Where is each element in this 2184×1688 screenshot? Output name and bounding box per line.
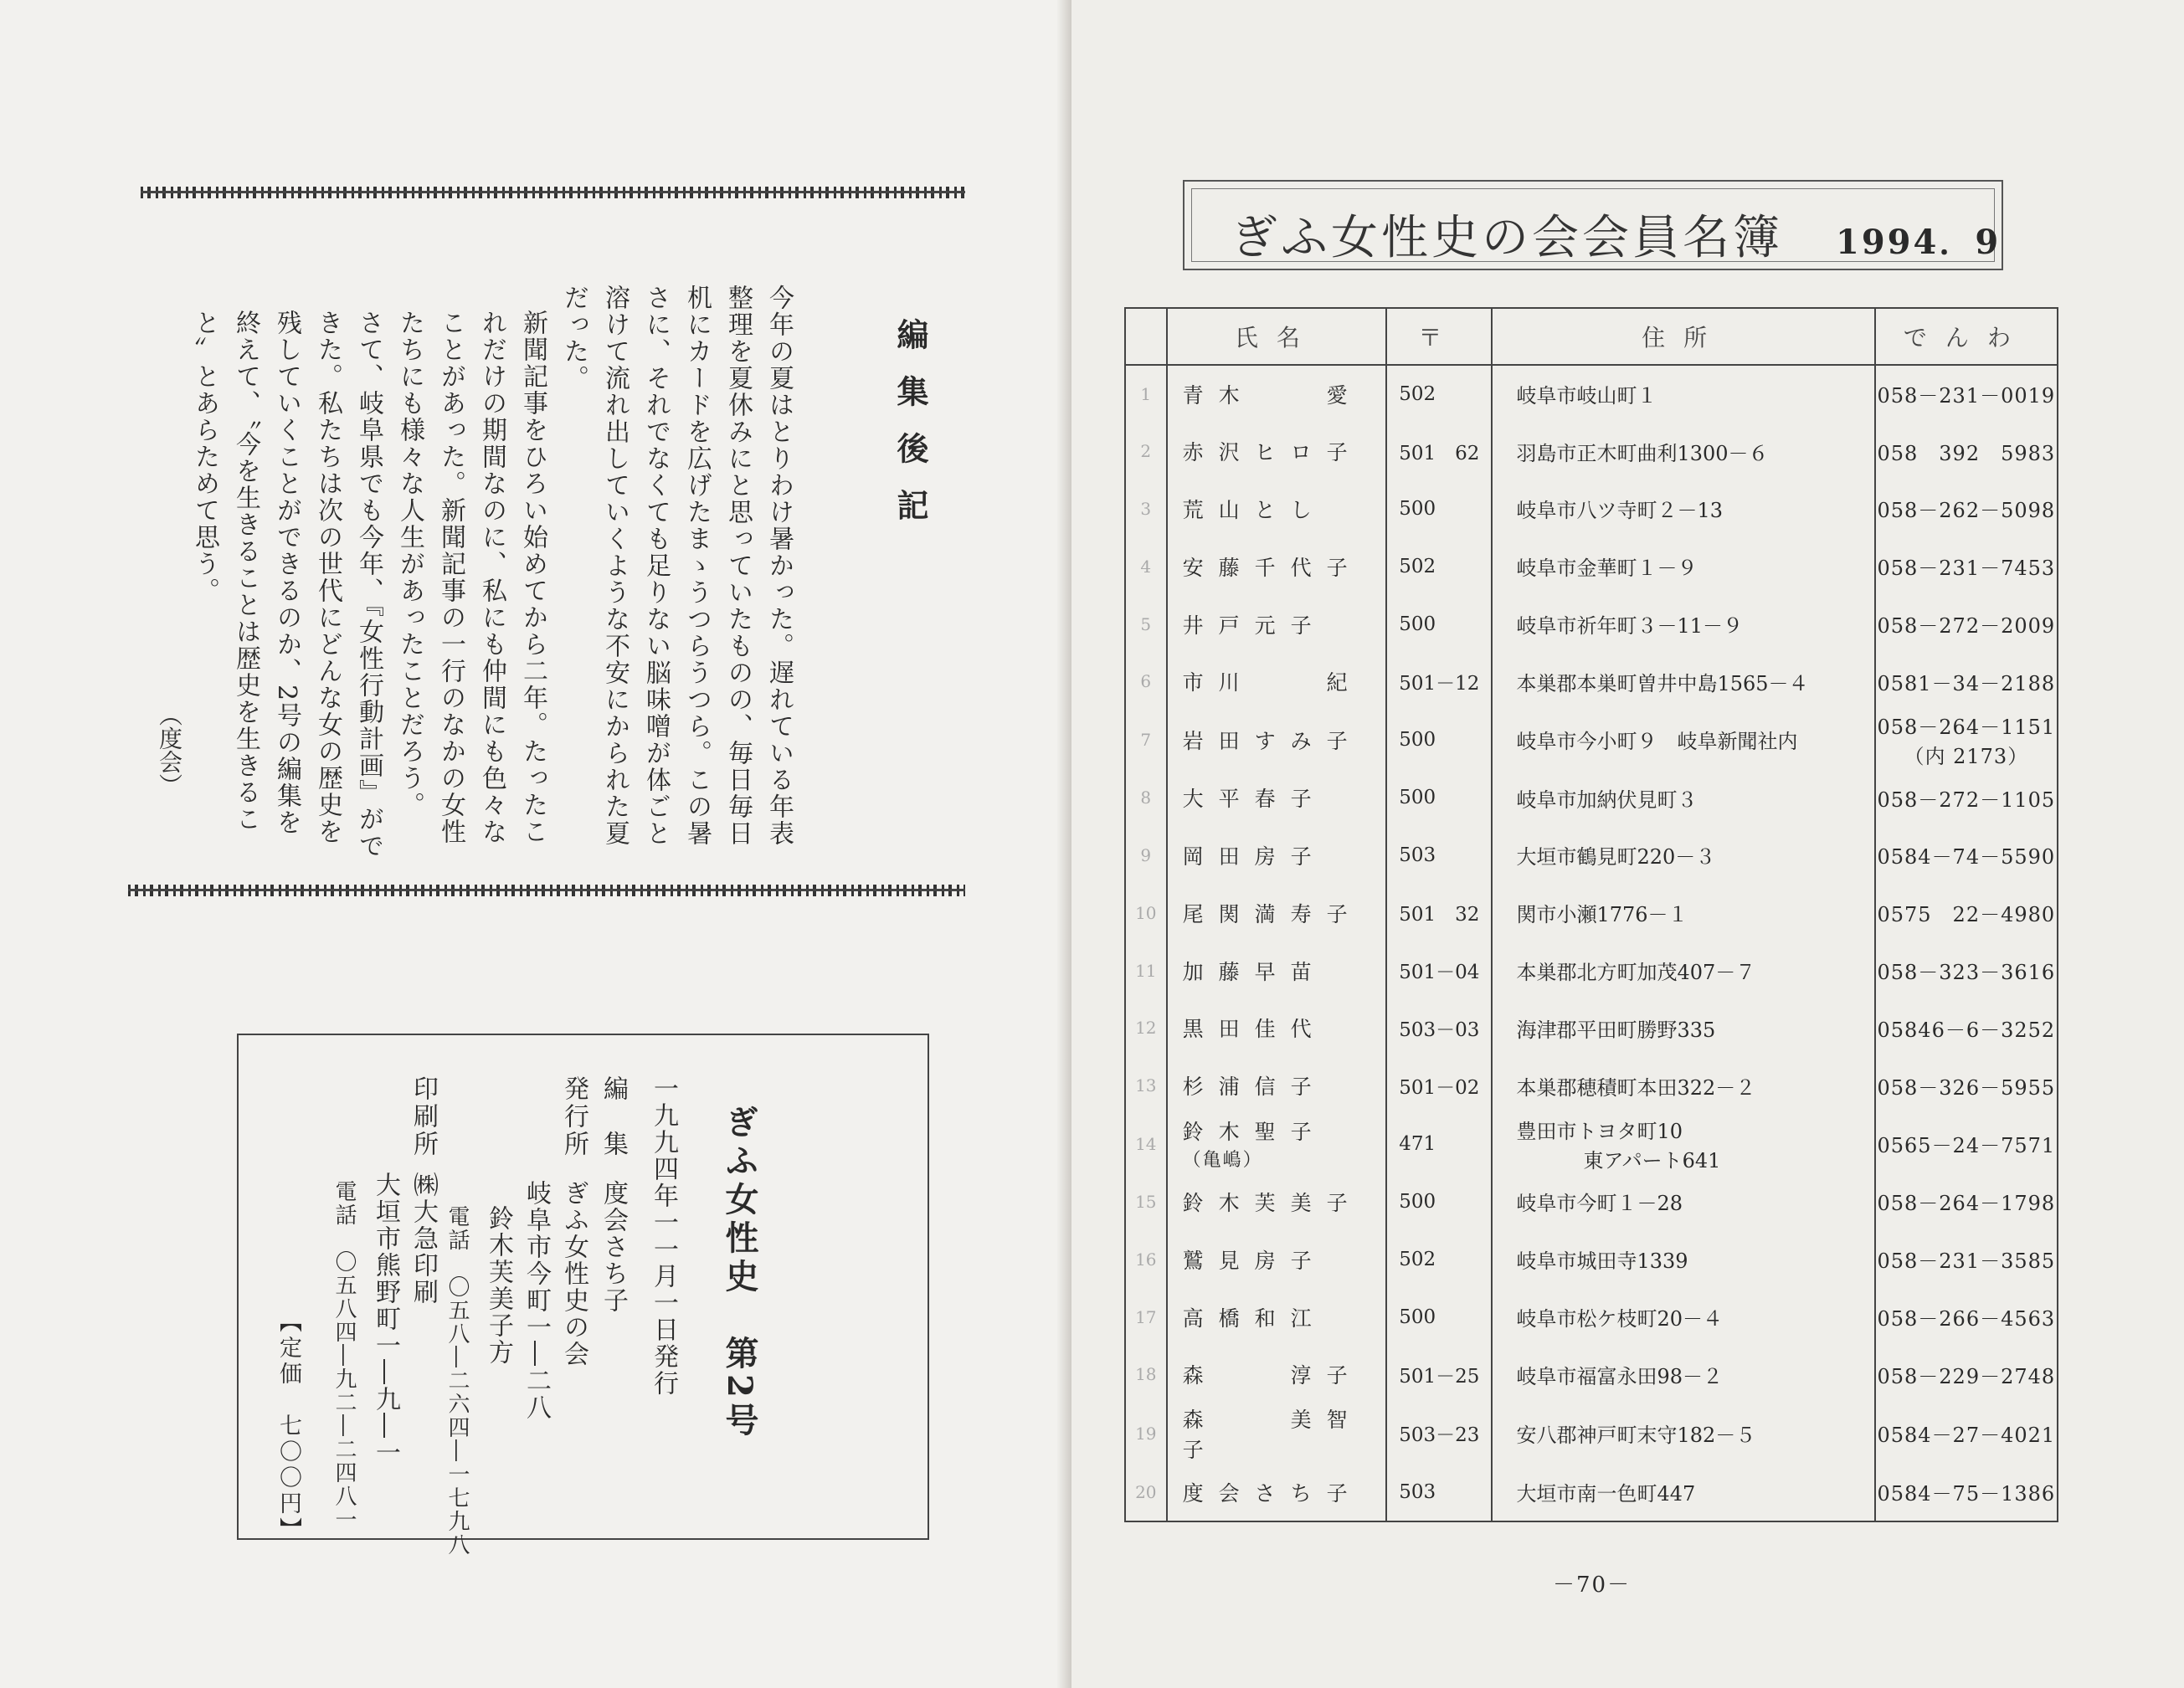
member-address bbox=[1492, 827, 1874, 885]
table-row bbox=[1125, 653, 2058, 711]
member-tel bbox=[1875, 1288, 2058, 1346]
afterword-paragraph-2: 新聞記事をひろい始めてから二年。たったこれだけの期間なのに、私にも仲間にも色々なことがあった。新聞記事の一行のなかの女性たちにも様々な人生があったことだろう。 bbox=[395, 310, 547, 845]
member-name bbox=[1167, 1403, 1387, 1464]
header-zip: 〒 bbox=[1386, 308, 1492, 365]
printer-name: ㈱大急印刷 bbox=[409, 1172, 438, 1306]
member-name-text: 赤沢ヒロ子 bbox=[1182, 440, 1363, 465]
member-tel-text: 05846－6－3252 bbox=[1877, 1018, 2056, 1042]
member-tel-text: 058－229－2748 bbox=[1877, 1364, 2056, 1388]
member-address bbox=[1492, 1288, 1874, 1346]
member-zip-text: 500 bbox=[1399, 787, 1436, 809]
member-zip bbox=[1386, 480, 1492, 538]
member-rows bbox=[1125, 365, 2058, 1521]
member-list-title: ぎふ女性史の会会員名簿 bbox=[1231, 211, 1783, 265]
member-name bbox=[1167, 1346, 1387, 1403]
member-zip bbox=[1386, 365, 1492, 423]
table-row bbox=[1125, 1230, 2058, 1288]
bottom-ornament-divider bbox=[128, 885, 965, 896]
row-number-text: 2 bbox=[1140, 441, 1152, 462]
row-number bbox=[1125, 1346, 1167, 1403]
member-zip-text: 502 bbox=[1399, 382, 1436, 405]
member-zip-text: 471 bbox=[1399, 1132, 1436, 1155]
member-tel-text: 0584－75－1386 bbox=[1877, 1482, 2056, 1506]
member-tel-text: 058－326－5955 bbox=[1877, 1075, 2056, 1100]
publisher-label: 発行所 bbox=[559, 1075, 588, 1158]
member-zip-text: 502 bbox=[1399, 1248, 1436, 1270]
member-name bbox=[1167, 1057, 1387, 1115]
member-name-text: 加藤早苗 bbox=[1182, 959, 1327, 984]
member-zip-text: 501－25 bbox=[1399, 1365, 1480, 1388]
member-tel bbox=[1875, 711, 2058, 769]
member-name bbox=[1167, 884, 1387, 941]
member-address-text: 岐阜市岐山町１ bbox=[1516, 384, 1657, 408]
member-name-text: 鈴木芙美子 bbox=[1182, 1190, 1363, 1215]
member-address-text: 岐阜市祈年町３－11－９ bbox=[1516, 614, 1744, 639]
member-zip-text: 503 bbox=[1399, 844, 1436, 866]
member-tel bbox=[1875, 1173, 2058, 1231]
afterword-body bbox=[184, 285, 799, 862]
table-row bbox=[1125, 1403, 2058, 1464]
table-row bbox=[1125, 365, 2058, 423]
table-row bbox=[1125, 769, 2058, 827]
member-tel bbox=[1875, 1403, 2058, 1464]
member-tel-text: 058 392 5983 bbox=[1877, 441, 2056, 465]
row-number bbox=[1125, 711, 1167, 769]
member-list-date: 1994．9 bbox=[1836, 223, 2002, 262]
member-zip-text: 503 bbox=[1399, 1480, 1436, 1503]
member-tel bbox=[1875, 653, 2058, 711]
table-row bbox=[1125, 1288, 2058, 1346]
member-name-text: 尾関満寿子 bbox=[1182, 901, 1363, 926]
member-name bbox=[1167, 423, 1387, 480]
member-tel bbox=[1875, 537, 2058, 595]
row-number bbox=[1125, 423, 1167, 480]
table-row bbox=[1125, 1173, 2058, 1231]
colophon-title: ぎふ女性史 第2号 bbox=[720, 1105, 759, 1441]
row-number-text: 10 bbox=[1135, 902, 1157, 923]
member-address-text: 本巣郡穂積町本田322－２ bbox=[1516, 1075, 1756, 1100]
member-name bbox=[1167, 365, 1387, 423]
member-zip-text: 501－02 bbox=[1399, 1076, 1480, 1099]
member-tel-text: 058－231－7453 bbox=[1877, 557, 2056, 581]
row-number bbox=[1125, 1057, 1167, 1115]
row-number-text: 9 bbox=[1140, 844, 1152, 865]
afterword-paragraph-1: 今年の夏はとりわけ暑かった。遅れている年表整理を夏休みにと思っていたものの、毎日毎日机にカードを広げたまゝうつらうつら。この暑さに、それでなくても足りない脳味噌が体ごと溶けて流れ出していくような不安にかられた夏だった。 bbox=[559, 285, 794, 847]
table-row bbox=[1125, 480, 2058, 538]
table-header-row bbox=[1125, 308, 2058, 365]
member-name-text: 青木 愛 bbox=[1182, 382, 1363, 408]
top-ornament-divider bbox=[141, 187, 965, 198]
table-row bbox=[1125, 884, 2058, 941]
table-row bbox=[1125, 423, 2058, 480]
member-name-text: 黒田佳代 bbox=[1182, 1017, 1327, 1042]
member-zip bbox=[1386, 1057, 1492, 1115]
member-zip-text: 500 bbox=[1399, 613, 1436, 635]
member-zip bbox=[1386, 537, 1492, 595]
member-address bbox=[1492, 1115, 1874, 1173]
row-number bbox=[1125, 537, 1167, 595]
member-zip bbox=[1386, 1346, 1492, 1403]
member-address bbox=[1492, 1173, 1874, 1231]
member-zip-text: 500 bbox=[1399, 1190, 1436, 1213]
member-tel-text: 058－266－4563 bbox=[1877, 1307, 2056, 1331]
member-name bbox=[1167, 480, 1387, 538]
member-tel-text: 058－272－1105 bbox=[1877, 788, 2056, 812]
member-address bbox=[1492, 769, 1874, 827]
member-address-text: 大垣市鶴見町220－３ bbox=[1516, 845, 1716, 870]
member-name bbox=[1167, 769, 1387, 827]
member-name-text: 森 美智子 bbox=[1182, 1407, 1363, 1462]
publisher-tel: 電話 〇五八―二六四―一七九八 bbox=[445, 1205, 470, 1557]
member-tel bbox=[1875, 941, 2058, 999]
editor-name: 度会さち子 bbox=[599, 1180, 628, 1314]
member-tel bbox=[1875, 365, 2058, 423]
member-tel bbox=[1875, 769, 2058, 827]
member-name bbox=[1167, 537, 1387, 595]
member-address-text: 岐阜市城田寺1339 bbox=[1516, 1249, 1688, 1274]
member-address-text: 大垣市南一色町447 bbox=[1516, 1482, 1696, 1506]
member-address bbox=[1492, 999, 1874, 1057]
printer-tel: 電話 〇五八四―九二―二四八一 bbox=[331, 1180, 357, 1532]
member-address bbox=[1492, 1346, 1874, 1403]
member-address-text: 関市小瀬1776－１ bbox=[1516, 903, 1688, 927]
table-row bbox=[1125, 1115, 2058, 1173]
member-zip-text: 503－23 bbox=[1399, 1424, 1480, 1447]
afterword-signature: （度会） bbox=[156, 703, 183, 797]
member-tel-text: 058－231－3585 bbox=[1877, 1249, 2056, 1274]
member-tel bbox=[1875, 595, 2058, 653]
member-address-line2: 東アパート641 bbox=[1583, 1148, 1721, 1172]
member-name-text: 市川 紀 bbox=[1182, 670, 1363, 695]
row-number-text: 13 bbox=[1135, 1075, 1157, 1096]
member-zip bbox=[1386, 1464, 1492, 1521]
member-name bbox=[1167, 711, 1387, 769]
table-row bbox=[1125, 1057, 2058, 1115]
member-tel bbox=[1875, 1464, 2058, 1521]
member-tel bbox=[1875, 1057, 2058, 1115]
member-tel-text: 058－272－2009 bbox=[1877, 614, 2056, 639]
colophon-date: 一九九四年一一月一日発行 bbox=[649, 1075, 678, 1397]
member-tel bbox=[1875, 884, 2058, 941]
row-number bbox=[1125, 480, 1167, 538]
member-tel-text: 058－262－5098 bbox=[1877, 499, 2056, 523]
member-zip-text: 502 bbox=[1399, 555, 1436, 577]
member-name bbox=[1167, 1464, 1387, 1521]
member-tel bbox=[1875, 423, 2058, 480]
member-name-text: 高橋和江 bbox=[1182, 1306, 1327, 1331]
row-number bbox=[1125, 1464, 1167, 1521]
afterword-title: 編集後記 bbox=[892, 318, 929, 546]
member-address-text: 本巣郡北方町加茂407－７ bbox=[1516, 961, 1756, 985]
member-name bbox=[1167, 1288, 1387, 1346]
member-address bbox=[1492, 1464, 1874, 1521]
table-row bbox=[1125, 827, 2058, 885]
publisher-care-of: 鈴木芙美子方 bbox=[484, 1205, 513, 1366]
row-number bbox=[1125, 595, 1167, 653]
member-address bbox=[1492, 941, 1874, 999]
member-tel bbox=[1875, 999, 2058, 1057]
row-number-text: 5 bbox=[1140, 613, 1152, 634]
row-number bbox=[1125, 365, 1167, 423]
member-zip bbox=[1386, 595, 1492, 653]
member-zip bbox=[1386, 1288, 1492, 1346]
member-table bbox=[1124, 307, 2058, 1522]
member-tel bbox=[1875, 480, 2058, 538]
row-number bbox=[1125, 653, 1167, 711]
member-address-text: 岐阜市今小町９ 岐阜新聞社内 bbox=[1516, 730, 1798, 754]
member-address-text: 岐阜市福富永田98－２ bbox=[1516, 1364, 1724, 1388]
member-address bbox=[1492, 884, 1874, 941]
member-address-text: 安八郡神戸町末守182－５ bbox=[1516, 1424, 1756, 1448]
row-number bbox=[1125, 769, 1167, 827]
member-address-text: 岐阜市八ツ寺町２－13 bbox=[1516, 499, 1724, 523]
member-zip-text: 500 bbox=[1399, 1306, 1436, 1328]
member-name-text: 度会さち子 bbox=[1182, 1480, 1363, 1506]
row-number bbox=[1125, 941, 1167, 999]
member-name-text: 杉浦信子 bbox=[1182, 1075, 1327, 1100]
member-name-text: 大平春子 bbox=[1182, 787, 1327, 812]
row-number-text: 3 bbox=[1140, 498, 1152, 519]
member-tel-text: 0584－74－5590 bbox=[1877, 845, 2056, 870]
table-row bbox=[1125, 941, 2058, 999]
member-name bbox=[1167, 1173, 1387, 1231]
member-zip-text: 503－03 bbox=[1399, 1018, 1480, 1041]
member-tel-text: 058－264－1151 bbox=[1877, 715, 2056, 739]
row-number bbox=[1125, 1288, 1167, 1346]
member-name bbox=[1167, 595, 1387, 653]
member-zip bbox=[1386, 1173, 1492, 1231]
editor-label: 編 集 bbox=[599, 1075, 628, 1158]
member-address bbox=[1492, 653, 1874, 711]
member-tel bbox=[1875, 1230, 2058, 1288]
table-row bbox=[1125, 1346, 2058, 1403]
member-tel-text: 0584－27－4021 bbox=[1877, 1424, 2056, 1448]
header-tel: でんわ bbox=[1875, 308, 2058, 365]
member-name bbox=[1167, 941, 1387, 999]
member-zip bbox=[1386, 941, 1492, 999]
row-number-text: 15 bbox=[1135, 1191, 1157, 1212]
member-zip bbox=[1386, 827, 1492, 885]
member-address bbox=[1492, 480, 1874, 538]
row-number bbox=[1125, 1403, 1167, 1464]
page-number: －70－ bbox=[1553, 1573, 1632, 1598]
publisher-address: 岐阜市今町一―二八 bbox=[522, 1180, 551, 1421]
row-number bbox=[1125, 827, 1167, 885]
member-name bbox=[1167, 653, 1387, 711]
member-tel-text: 0575 22－4980 bbox=[1877, 903, 2056, 927]
member-maiden-name: （亀嶋） bbox=[1182, 1150, 1263, 1172]
member-zip-text: 500 bbox=[1399, 728, 1436, 751]
member-address bbox=[1492, 365, 1874, 423]
row-number-text: 1 bbox=[1140, 383, 1152, 404]
member-tel bbox=[1875, 1115, 2058, 1173]
member-zip-text: 501 62 bbox=[1399, 442, 1480, 464]
member-address bbox=[1492, 423, 1874, 480]
member-address-text: 羽島市正木町曲利1300－６ bbox=[1516, 441, 1769, 465]
member-address-text: 本巣郡本巣町曽井中島1565－４ bbox=[1516, 671, 1809, 695]
member-zip bbox=[1386, 1403, 1492, 1464]
member-tel bbox=[1875, 1346, 2058, 1403]
printer-address: 大垣市熊野町一―九―一 bbox=[371, 1172, 400, 1466]
member-tel bbox=[1875, 827, 2058, 885]
member-zip-text: 500 bbox=[1399, 497, 1436, 520]
row-number-text: 8 bbox=[1140, 788, 1152, 808]
member-address-text: 岐阜市金華町１－９ bbox=[1516, 557, 1698, 581]
row-number-text: 7 bbox=[1140, 729, 1152, 750]
member-address-text: 海津郡平田町勝野335 bbox=[1516, 1018, 1716, 1042]
table-row bbox=[1125, 999, 2058, 1057]
header-no bbox=[1125, 308, 1167, 365]
member-zip-text: 501 32 bbox=[1399, 904, 1480, 926]
member-zip bbox=[1386, 999, 1492, 1057]
member-address bbox=[1492, 1057, 1874, 1115]
member-address-text: 豊田市トヨタ町10 bbox=[1516, 1119, 1683, 1143]
member-tel-text: 058－231－0019 bbox=[1877, 384, 2056, 408]
row-number-text: 20 bbox=[1135, 1481, 1157, 1502]
member-name-text: 岡田房子 bbox=[1182, 844, 1327, 869]
table-row bbox=[1125, 537, 2058, 595]
row-number-text: 6 bbox=[1140, 671, 1152, 692]
table-row bbox=[1125, 595, 2058, 653]
member-tel-text: 058－323－3616 bbox=[1877, 961, 2056, 985]
member-name bbox=[1167, 1230, 1387, 1288]
member-name bbox=[1167, 827, 1387, 885]
row-number bbox=[1125, 999, 1167, 1057]
row-number bbox=[1125, 1115, 1167, 1173]
member-tel-text: 0581－34－2188 bbox=[1877, 671, 2056, 695]
afterword-paragraph-3: さて、岐阜県でも今年、『女性行動計画』ができた。私たちは次の世代にどんな女の歴史を残していくことができるのか、2号の編集を終えて、〝今を生きることは歴史を生きること〟とあらためて思う。 bbox=[190, 310, 383, 859]
member-name bbox=[1167, 999, 1387, 1057]
member-name-text: 鷲見房子 bbox=[1182, 1248, 1327, 1273]
member-zip bbox=[1386, 423, 1492, 480]
row-number bbox=[1125, 1173, 1167, 1231]
left-page bbox=[0, 0, 1071, 1688]
member-tel-text: 058－264－1798 bbox=[1877, 1192, 2056, 1216]
header-name: 氏名 bbox=[1167, 308, 1387, 365]
member-zip bbox=[1386, 711, 1492, 769]
member-zip-text: 501－04 bbox=[1399, 962, 1480, 984]
member-name-text: 井戸元子 bbox=[1182, 613, 1327, 638]
row-number bbox=[1125, 1230, 1167, 1288]
header-address: 住所 bbox=[1492, 308, 1874, 365]
member-tel-text: 0565－24－7571 bbox=[1877, 1134, 2056, 1158]
price: 【定価 七〇〇円】 bbox=[275, 1310, 301, 1543]
member-name bbox=[1167, 1115, 1387, 1173]
table-row bbox=[1125, 1464, 2058, 1521]
member-zip bbox=[1386, 653, 1492, 711]
member-name-text: 岩田すみ子 bbox=[1182, 728, 1363, 753]
member-zip bbox=[1386, 884, 1492, 941]
member-address-text: 岐阜市松ケ枝町20－４ bbox=[1516, 1307, 1724, 1331]
member-name-text: 荒山とし bbox=[1182, 497, 1327, 522]
member-address bbox=[1492, 1403, 1874, 1464]
row-number-text: 17 bbox=[1135, 1306, 1157, 1327]
member-address-text: 岐阜市今町１－28 bbox=[1516, 1192, 1683, 1216]
row-number-text: 19 bbox=[1135, 1423, 1157, 1444]
member-address bbox=[1492, 711, 1874, 769]
member-tel-extension: （内 2173） bbox=[1904, 744, 2029, 768]
member-name-text: 森 淳子 bbox=[1182, 1363, 1363, 1388]
row-number-text: 12 bbox=[1135, 1018, 1157, 1039]
member-address bbox=[1492, 595, 1874, 653]
member-name-text: 鈴木聖子 bbox=[1182, 1120, 1327, 1145]
member-zip bbox=[1386, 1230, 1492, 1288]
row-number-text: 18 bbox=[1135, 1364, 1157, 1385]
publisher-name: ぎふ女性史の会 bbox=[559, 1180, 588, 1367]
member-zip bbox=[1386, 769, 1492, 827]
member-name-text: 安藤千代子 bbox=[1182, 555, 1363, 580]
row-number-text: 16 bbox=[1135, 1249, 1157, 1270]
member-address bbox=[1492, 1230, 1874, 1288]
row-number-text: 11 bbox=[1135, 960, 1157, 981]
member-address-text: 岐阜市加納伏見町３ bbox=[1516, 788, 1698, 812]
row-number-text: 14 bbox=[1135, 1133, 1157, 1154]
member-address bbox=[1492, 537, 1874, 595]
member-zip bbox=[1386, 1115, 1492, 1173]
row-number bbox=[1125, 884, 1167, 941]
printer-label: 印刷所 bbox=[409, 1075, 438, 1158]
table-row bbox=[1125, 711, 2058, 769]
member-zip-text: 501－12 bbox=[1399, 672, 1480, 695]
row-number-text: 4 bbox=[1140, 556, 1152, 577]
